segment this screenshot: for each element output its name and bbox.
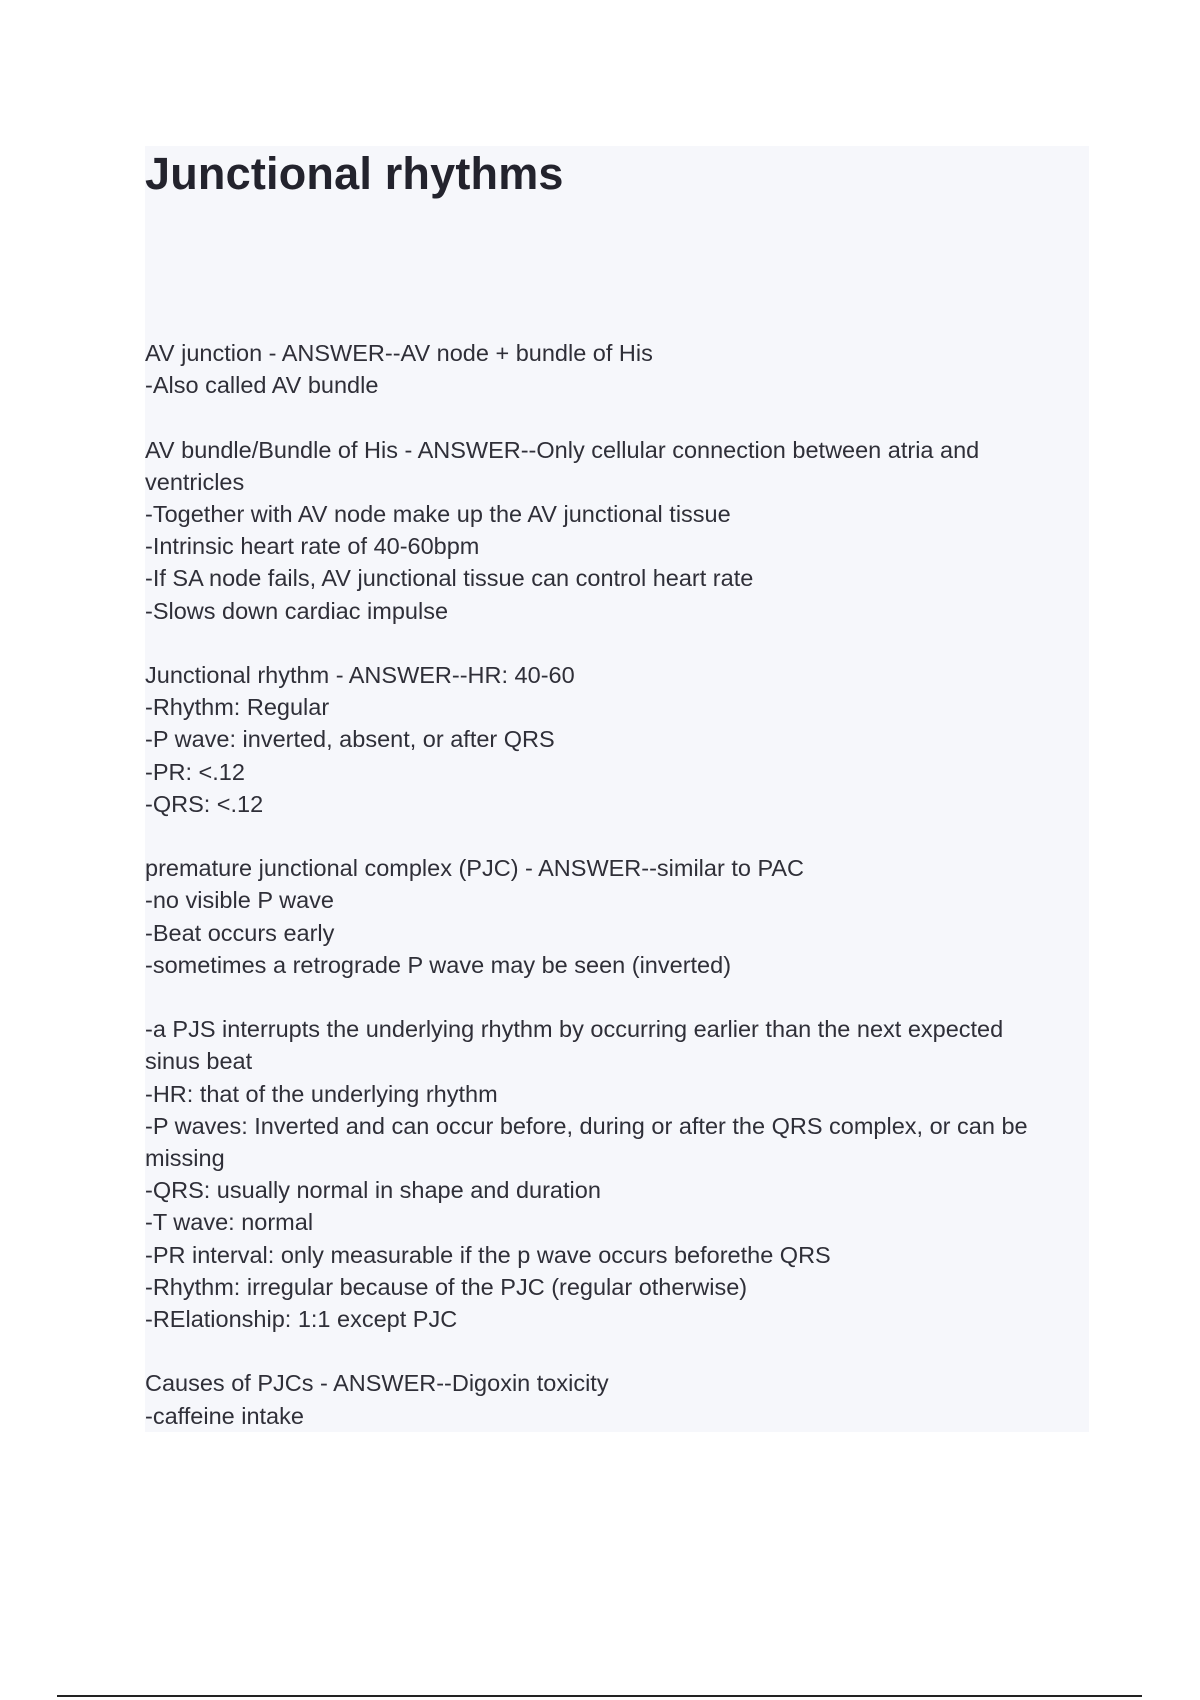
text-line: ventricles bbox=[145, 468, 245, 495]
text-line: missing bbox=[145, 1145, 225, 1172]
footer-divider bbox=[57, 1695, 1142, 1697]
text-line: -P wave: inverted, absent, or after QRS bbox=[145, 726, 555, 753]
text-line: premature junctional complex (PJC) - ANSWER--similar to PAC bbox=[145, 855, 805, 882]
text-line: AV bundle/Bundle of His - ANSWER--Only cellular connection between atria and bbox=[145, 436, 980, 463]
text-line: -Together with AV node make up the AV junctional tissue bbox=[145, 501, 731, 527]
qa-block bbox=[145, 434, 1080, 627]
text-line: -P waves: Inverted and can occur before, during or after the QRS complex, or can be bbox=[145, 1112, 1028, 1139]
text-line: -a PJS interrupts the underlying rhythm by occurring earlier than the next expected bbox=[145, 1016, 1004, 1043]
qa-block bbox=[145, 659, 1080, 820]
document-body bbox=[145, 337, 1080, 1432]
text-line: -no visible P wave bbox=[145, 887, 334, 914]
text-line: -Rhythm: irregular because of the PJC (regular otherwise) bbox=[145, 1273, 748, 1300]
text-line: -sometimes a retrograde P wave may be seen (inverted) bbox=[145, 951, 732, 978]
qa-block bbox=[145, 1013, 1080, 1335]
text-line: -Beat occurs early bbox=[145, 919, 335, 946]
text-line: sinus beat bbox=[145, 1048, 253, 1075]
qa-block bbox=[145, 1367, 1080, 1431]
text-line: -Intrinsic heart rate of 40-60bpm bbox=[145, 533, 480, 560]
text-line: -caffeine intake bbox=[145, 1402, 304, 1429]
qa-block bbox=[145, 852, 1080, 981]
text-line: -T wave: normal bbox=[145, 1209, 314, 1236]
text-line: -RElationship: 1:1 except PJC bbox=[145, 1306, 458, 1333]
text-line: -QRS: <.12 bbox=[145, 790, 264, 817]
text-line: -PR interval: only measurable if the p wave occurs beforethe QRS bbox=[145, 1241, 831, 1268]
text-line: -HR: that of the underlying rhythm bbox=[145, 1080, 498, 1107]
text-line: -If SA node fails, AV junctional tissue can control heart rate bbox=[145, 565, 754, 592]
text-line: -Slows down cardiac impulse bbox=[145, 597, 449, 624]
document-title: Junctional rhythms bbox=[145, 148, 564, 199]
text-line: AV junction - ANSWER--AV node + bundle of His bbox=[145, 340, 653, 366]
qa-block bbox=[145, 337, 1080, 401]
text-line: -Also called AV bundle bbox=[145, 372, 379, 399]
text-line: -Rhythm: Regular bbox=[145, 694, 330, 721]
text-line: -QRS: usually normal in shape and duration bbox=[145, 1177, 601, 1204]
text-line: -PR: <.12 bbox=[145, 758, 245, 785]
text-line: Causes of PJCs - ANSWER--Digoxin toxicity bbox=[145, 1370, 609, 1397]
text-line: Junctional rhythm - ANSWER--HR: 40-60 bbox=[145, 662, 575, 688]
